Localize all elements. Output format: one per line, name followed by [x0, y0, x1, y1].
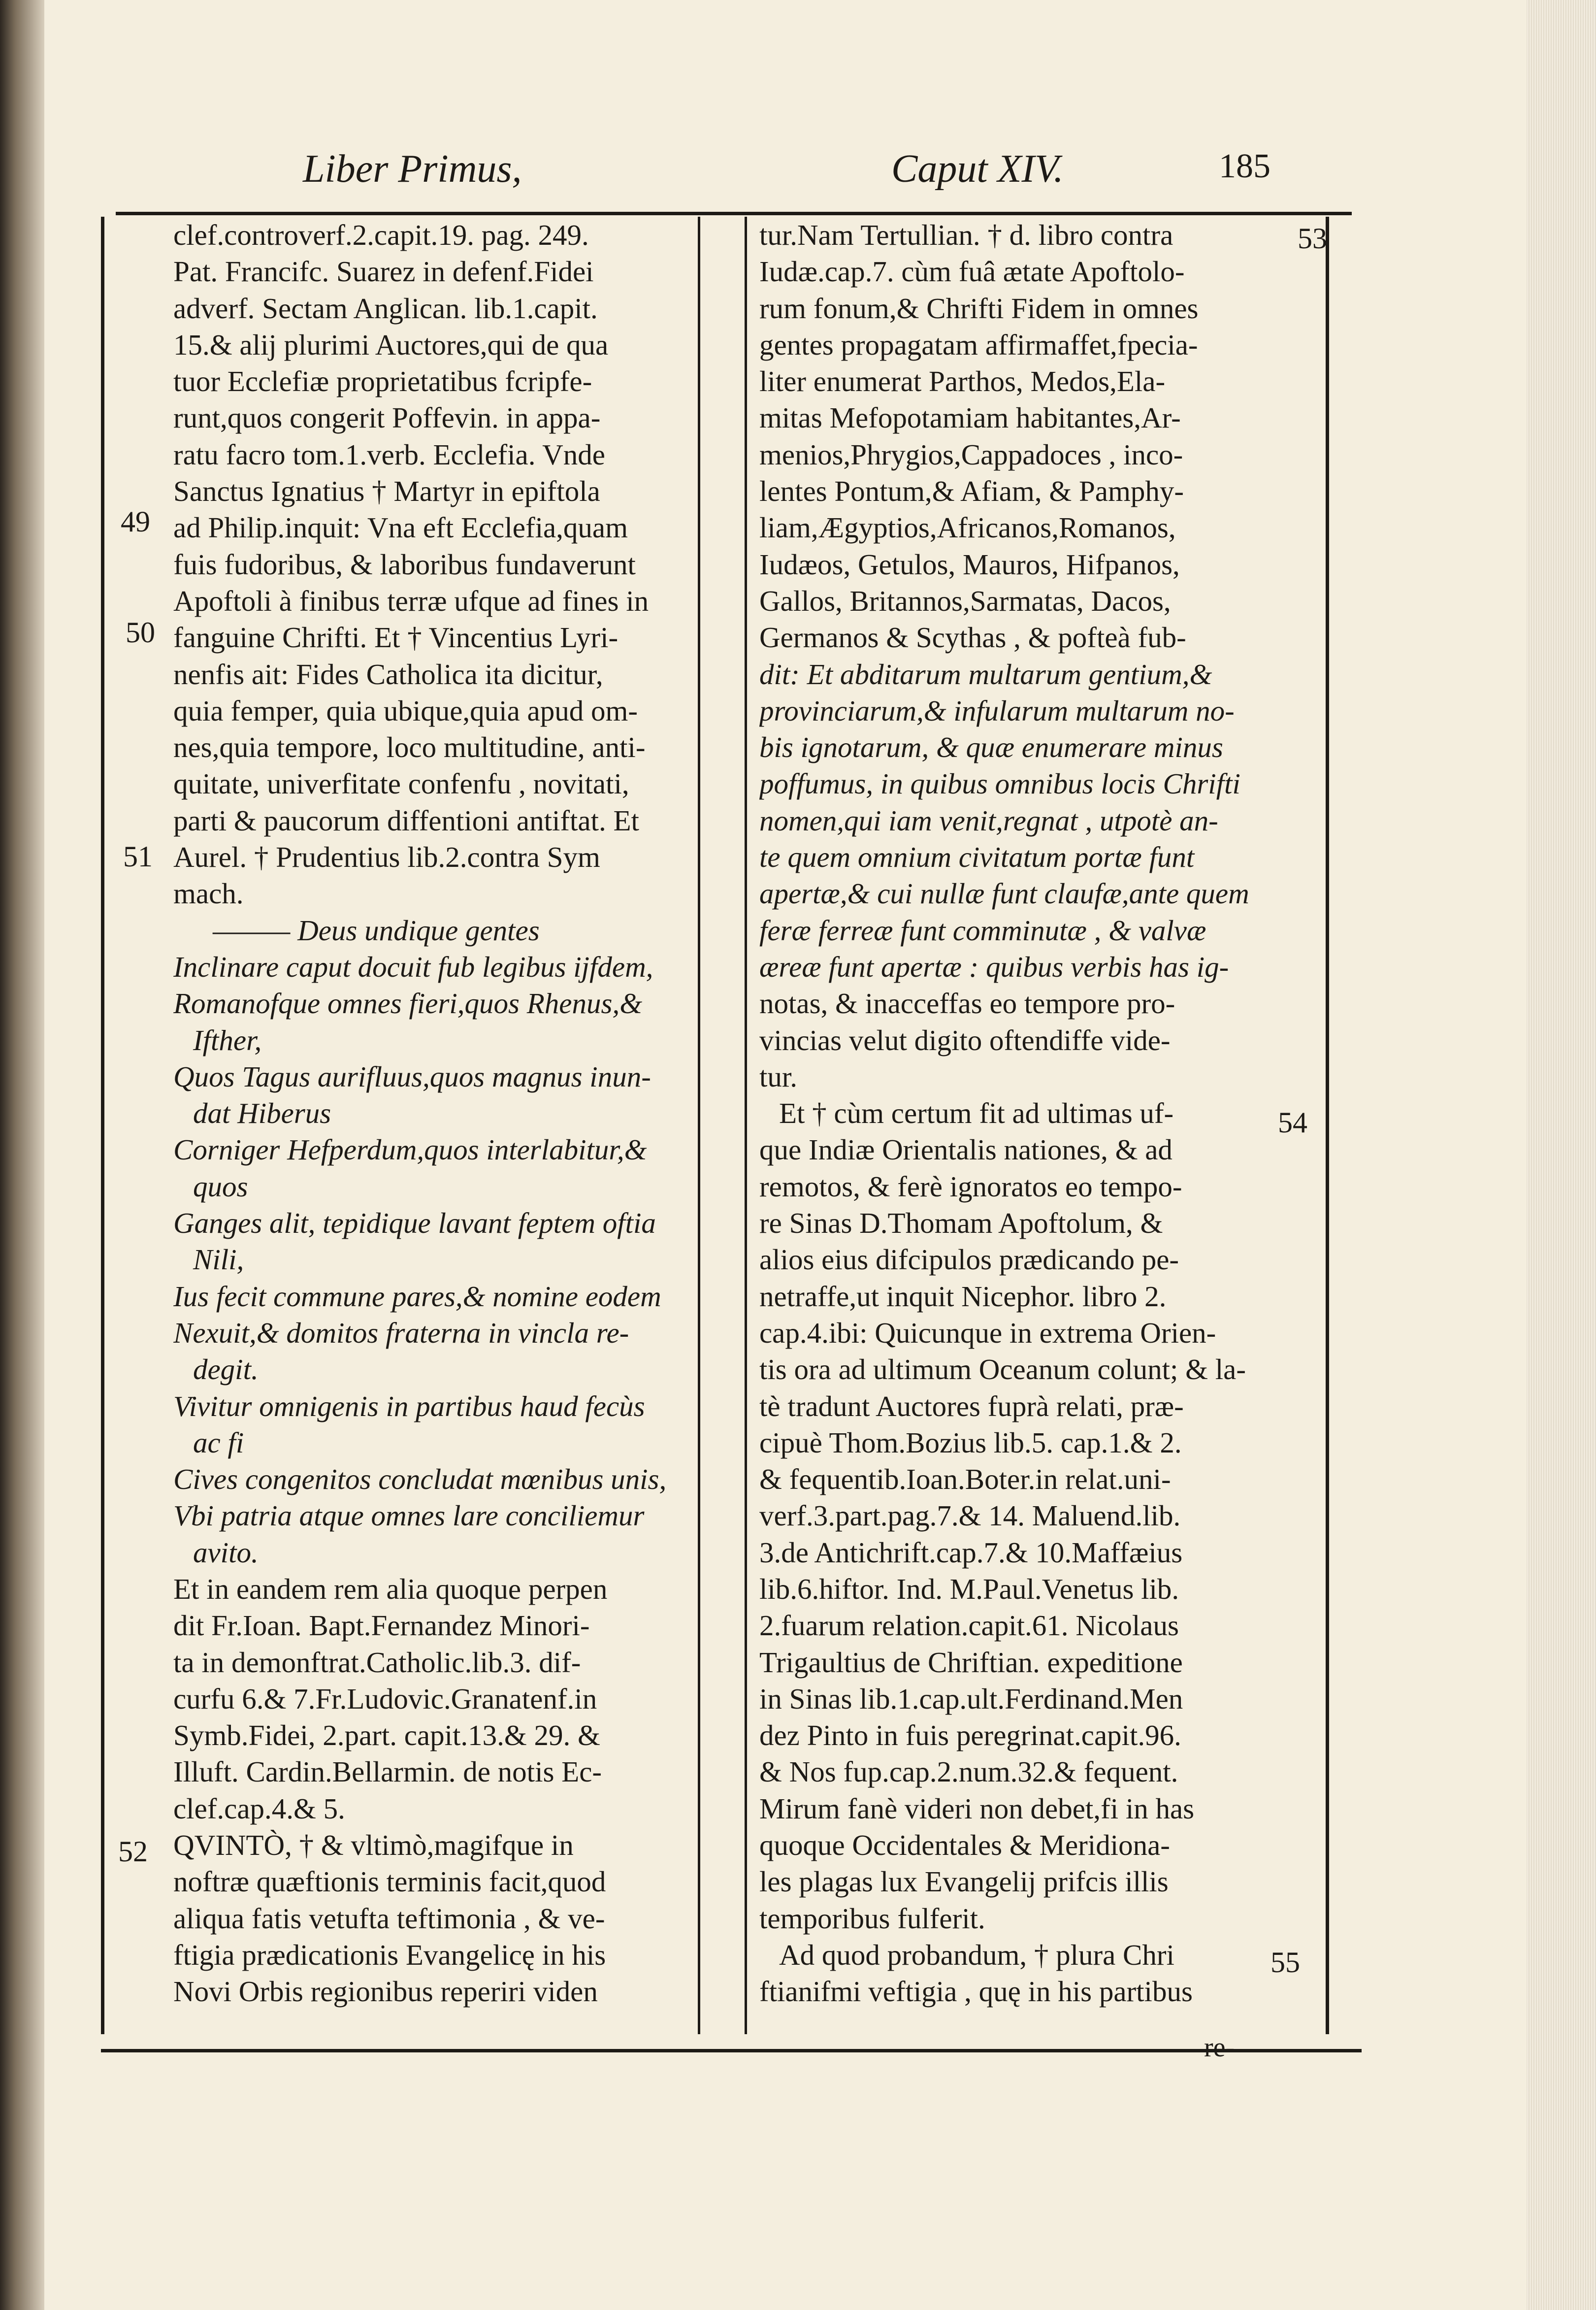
text-line: æreæ funt apertæ : quibus verbis has ig- [759, 950, 1229, 983]
margin-number-55: 55 [1270, 1946, 1300, 1979]
text-line: noftræ quæftionis terminis facit,quod [173, 1865, 606, 1898]
text-line: clef.controverf.2.capit.19. pag. 249. [173, 219, 589, 251]
text-line: bis ignotarum, & quæ enumerare minus [759, 731, 1223, 764]
text-line: curfu 6.& 7.Fr.Ludovic.Granatenf.in [173, 1682, 597, 1715]
text-line: 3.de Antichrift.cap.7.& 10.Maffæius [759, 1536, 1183, 1569]
text-line: mach. [173, 877, 244, 910]
text-line: Mirum fanè videri non debet,fi in has [759, 1792, 1195, 1825]
text-line: te quem omnium civitatum portæ funt [759, 841, 1195, 874]
text-line: ——— Deus undique gentes [213, 914, 540, 947]
text-line: Iudæos, Getulos, Mauros, Hifpanos, [759, 548, 1180, 581]
bottom-rule [101, 2049, 1362, 2052]
text-line: provinciarum,& infularum multarum no- [759, 694, 1235, 727]
text-line: poffumus, in quibus omnibus locis Chrifti [759, 767, 1240, 800]
text-line: ta in demonftrat.Catholic.lib.3. dif- [173, 1646, 581, 1679]
page-edges [1527, 0, 1596, 2310]
right-column [759, 217, 1311, 2010]
text-line: runt,quos congerit Poffevin. in appa- [173, 401, 601, 434]
text-line: remotos, & ferè ignoratos eo tempo- [759, 1170, 1182, 1203]
text-line: lentes Pontum,& Afiam, & Pamphy- [759, 475, 1184, 508]
text-line: quoque Occidentales & Meridiona- [759, 1829, 1170, 1862]
text-frame [101, 217, 1329, 2034]
text-line: Vivitur omnigenis in partibus haud fecùs [173, 1389, 645, 1422]
text-line: Germanos & Scythas , & pofteà fub- [759, 621, 1186, 654]
text-line: Illuft. Cardin.Bellarmin. de notis Ec- [173, 1755, 602, 1788]
text-line: aliqua fatis vetufta teftimonia , & ve- [173, 1902, 605, 1935]
text-line: ac fi [193, 1426, 244, 1459]
text-line: Nili, [193, 1243, 244, 1276]
text-line: quos [193, 1170, 248, 1203]
text-line: Novi Orbis regionibus reperiri viden [173, 1975, 598, 2008]
text-line: Vbi patria atque omnes lare conciliemur [173, 1499, 645, 1532]
text-line: Iudæ.cap.7. cùm fuâ ætate Apoftolo- [759, 255, 1185, 288]
text-line: tur.Nam Tertullian. † d. libro contra [759, 219, 1173, 251]
text-line: menios,Phrygios,Cappadoces , inco- [759, 438, 1183, 471]
left-column [173, 217, 705, 2010]
book-gutter [0, 0, 44, 2310]
text-line: Symb.Fidei, 2.part. capit.13.& 29. & [173, 1719, 600, 1752]
text-line: cap.4.ibi: Quicunque in extrema Orien- [759, 1316, 1216, 1349]
text-line: ad Philip.inquit: Vna eft Ecclefia,quam [173, 511, 628, 544]
margin-number-49: 49 [121, 505, 150, 538]
text-line: degit. [193, 1353, 259, 1386]
text-line: Romanofque omnes fieri,quos Rhenus,& [173, 987, 643, 1020]
text-line: in Sinas lib.1.cap.ult.Ferdinand.Men [759, 1682, 1183, 1715]
text-line: ftigia prædicationis Evangelicę in his [173, 1938, 606, 1971]
text-line: Ad quod probandum, † plura Chri [779, 1938, 1174, 1971]
text-line: feræ ferreæ funt comminutæ , & valvæ [759, 914, 1206, 947]
text-line: ratu facro tom.1.verb. Ecclefia. Vnde [173, 438, 605, 471]
text-line: Cives congenitos concludat mœnibus unis, [173, 1463, 667, 1496]
text-line: tur. [759, 1060, 798, 1093]
header-book-title: Liber Primus, [303, 147, 522, 191]
text-line: vincias velut digito oftendiffe vide- [759, 1023, 1171, 1056]
margin-number-53: 53 [1298, 222, 1327, 255]
text-line: nomen,qui iam venit,regnat , utpotè an- [759, 804, 1218, 837]
text-line: & Nos fup.cap.2.num.32.& fequent. [759, 1755, 1178, 1788]
text-line: re Sinas D.Thomam Apoftolum, & [759, 1207, 1163, 1240]
text-line: que Indiæ Orientalis nationes, & ad [759, 1133, 1173, 1166]
text-line: cipuè Thom.Bozius lib.5. cap.1.& 2. [759, 1426, 1182, 1459]
text-line: avito. [193, 1536, 259, 1569]
text-line: tis ora ad ultimum Oceanum colunt; & la- [759, 1353, 1246, 1386]
text-line: les plagas lux Evangelij prifcis illis [759, 1865, 1169, 1898]
text-line: adverf. Sectam Anglican. lib.1.capit. [173, 292, 598, 325]
text-line: liam,Ægyptios,Africanos,Romanos, [759, 511, 1176, 544]
margin-number-52: 52 [118, 1835, 148, 1868]
text-line: temporibus fulferit. [759, 1902, 985, 1935]
text-line: Ganges alit, tepidique lavant feptem oftia [173, 1207, 656, 1240]
text-line: tuor Ecclefiæ proprietatibus fcripfe- [173, 365, 592, 398]
text-line: apertæ,& cui nullæ funt claufæ,ante quem [759, 877, 1249, 910]
text-line: dit: Et abditarum multarum gentium,& [759, 658, 1212, 691]
text-line: Quos Tagus aurifluus,quos magnus inun- [173, 1060, 651, 1093]
text-line: netraffe,ut inquit Nicephor. libro 2. [759, 1280, 1167, 1313]
text-line: dat Hiberus [193, 1097, 331, 1130]
text-line: Ius fecit commune pares,& nomine eodem [173, 1280, 661, 1313]
text-line: dit Fr.Ioan. Bapt.Fernandez Minori- [173, 1609, 590, 1642]
text-line: QVINTÒ, † & vltimò,magifque in [173, 1829, 574, 1862]
text-line: Ifther, [193, 1023, 262, 1056]
text-line: fuis fudoribus, & laboribus fundaverunt [173, 548, 636, 581]
running-header [116, 138, 1352, 215]
text-line: Gallos, Britannos,Sarmatas, Dacos, [759, 584, 1171, 617]
text-line: 15.& alij plurimi Auctores,qui de qua [173, 328, 609, 361]
text-line: parti & paucorum diffentioni antiftat. Et [173, 804, 639, 837]
text-line: rum fonum,& Chrifti Fidem in omnes [759, 292, 1199, 325]
text-line: tè tradunt Auctores fuprà relati, præ- [759, 1389, 1184, 1422]
page-number: 185 [1219, 147, 1270, 185]
text-line: gentes propagatam affirmaffet,fpecia- [759, 328, 1198, 361]
text-line: dez Pinto in fuis peregrinat.capit.96. [759, 1719, 1181, 1752]
text-line: Apoftoli à finibus terræ ufque ad fines in [173, 584, 649, 617]
text-line: Nexuit,& domitos fraterna in vincla re- [173, 1316, 629, 1349]
text-line: Aurel. † Prudentius lib.2.contra Sym [173, 841, 600, 874]
text-line: lib.6.hiftor. Ind. M.Paul.Venetus lib. [759, 1572, 1179, 1605]
text-line: 2.fuarum relation.capit.61. Nicolaus [759, 1609, 1179, 1642]
text-line: Et † cùm certum fit ad ultimas uf- [779, 1097, 1174, 1130]
text-line: verf.3.part.pag.7.& 14. Maluend.lib. [759, 1499, 1181, 1532]
text-line: Corniger Hefperdum,quos interlabitur,& [173, 1133, 647, 1166]
text-line: Pat. Francifc. Suarez in defenf.Fidei [173, 255, 594, 288]
text-line: quitate, univerfitate confenfu , novitati, [173, 767, 629, 800]
text-line: nes,quia tempore, loco multitudine, anti- [173, 731, 646, 764]
text-line: quia femper, quia ubique,quia apud om- [173, 694, 638, 727]
margin-number-50: 50 [126, 616, 155, 649]
text-line: clef.cap.4.& 5. [173, 1792, 345, 1825]
text-line: Sanctus Ignatius † Martyr in epiftola [173, 475, 600, 508]
text-line: ftianifmi veftigia , quę in his partibus [759, 1975, 1193, 2008]
catchword: re- [1204, 2032, 1235, 2063]
text-line: nenfis ait: Fides Catholica ita dicitur, [173, 658, 603, 691]
text-line: alios eius difcipulos prædicando pe- [759, 1243, 1179, 1276]
text-line: Trigaultius de Chriftian. expeditione [759, 1646, 1183, 1679]
text-line: notas, & inacceffas eo tempore pro- [759, 987, 1175, 1020]
text-line: Inclinare caput docuit fub legibus ijfdem, [173, 950, 653, 983]
margin-number-54: 54 [1278, 1106, 1307, 1139]
text-line: liter enumerat Parthos, Medos,Ela- [759, 365, 1166, 398]
text-line: fanguine Chrifti. Et † Vincentius Lyri- [173, 621, 619, 654]
margin-number-51: 51 [123, 840, 153, 873]
text-line: & fequentib.Ioan.Boter.in relat.uni- [759, 1463, 1171, 1496]
text-line: mitas Mefopotamiam habitantes,Ar- [759, 401, 1181, 434]
header-chapter: Caput XIV. [891, 147, 1064, 191]
text-line: Et in eandem rem alia quoque perpen [173, 1572, 608, 1605]
column-rule-right [745, 217, 747, 2034]
